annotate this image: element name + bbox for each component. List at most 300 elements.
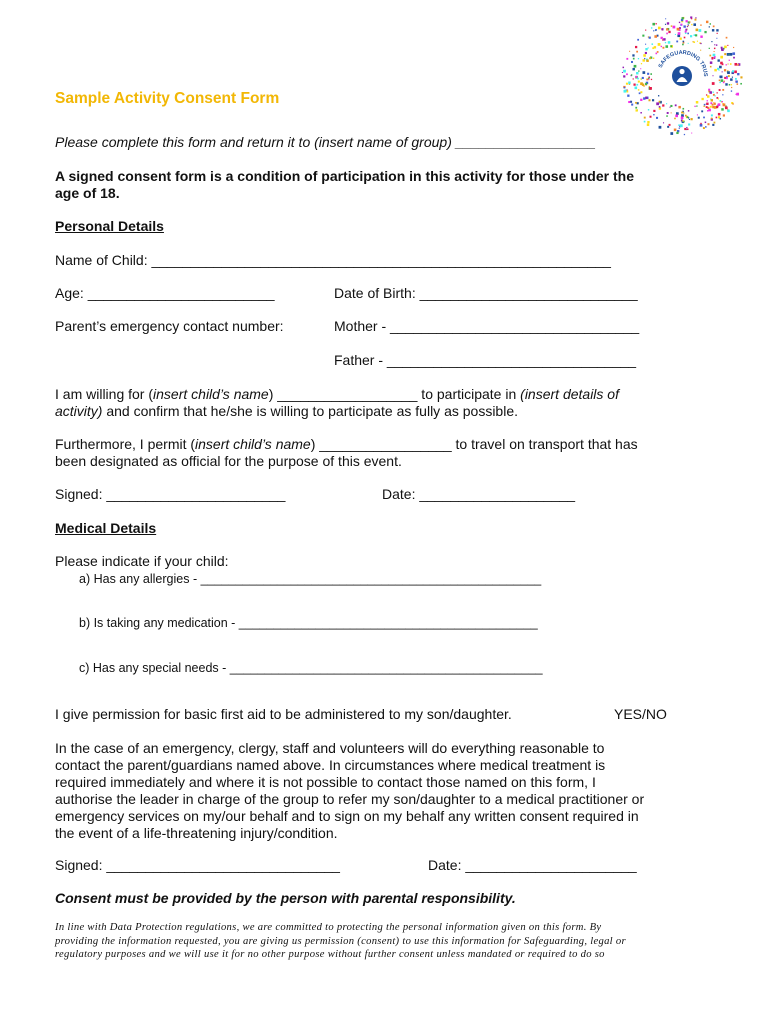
confetti-dot bbox=[657, 51, 659, 53]
confetti-dot bbox=[640, 112, 641, 113]
confetti-dot bbox=[712, 82, 715, 85]
confetti-dot bbox=[656, 102, 659, 105]
confetti-dot bbox=[661, 28, 663, 30]
confetti-dot bbox=[709, 91, 712, 94]
confetti-dot bbox=[659, 106, 661, 108]
condition-line-1: A signed consent form is a condition of participation in this activity for those under the bbox=[55, 168, 634, 184]
confetti-dot bbox=[628, 81, 630, 83]
personal-details-heading: Personal Details bbox=[55, 218, 164, 234]
confetti-dot bbox=[730, 78, 732, 80]
confetti-dot bbox=[685, 115, 687, 117]
confetti-dot bbox=[688, 24, 689, 25]
confetti-dot bbox=[666, 33, 668, 35]
confetti-dot bbox=[714, 58, 715, 59]
confetti-dot bbox=[640, 91, 642, 93]
confetti-dot bbox=[691, 133, 692, 134]
confetti-dot bbox=[722, 89, 724, 91]
confetti-dot bbox=[722, 71, 723, 72]
confetti-dot bbox=[667, 112, 669, 114]
confetti-dot bbox=[630, 101, 632, 103]
confetti-dot bbox=[731, 84, 732, 85]
confetti-dot bbox=[694, 106, 695, 107]
confetti-dot bbox=[680, 24, 682, 26]
confetti-dot bbox=[713, 54, 716, 57]
confetti-dot bbox=[721, 79, 724, 82]
confetti-dot bbox=[632, 54, 634, 56]
confetti-dot bbox=[710, 23, 711, 24]
logo-text: SAFEGUARDING TRUS bbox=[657, 49, 709, 77]
confetti-dot bbox=[668, 31, 670, 33]
confetti-dot bbox=[696, 29, 699, 32]
emergency-line-1: In the case of an emergency, clergy, staff and volunteers will do everything reasonable to bbox=[55, 740, 605, 756]
confetti-dot bbox=[631, 74, 632, 75]
confetti-dot bbox=[632, 68, 634, 70]
confetti-dot bbox=[646, 59, 649, 62]
confetti-dot bbox=[628, 101, 630, 103]
confetti-dot bbox=[687, 128, 689, 130]
confetti-dot bbox=[720, 62, 723, 65]
date-field-2[interactable]: Date: ______________________ bbox=[428, 857, 637, 873]
confetti-dot bbox=[665, 24, 666, 25]
transport-line-2: been designated as official for the purpose of this event. bbox=[55, 453, 402, 469]
medication-field[interactable]: b) Is taking any medication - ___________________________________________ bbox=[79, 616, 538, 630]
confetti-dot bbox=[720, 56, 723, 59]
confetti-dot bbox=[654, 35, 657, 38]
confetti-dot bbox=[724, 53, 726, 55]
confetti-dot bbox=[690, 35, 692, 37]
confetti-dot bbox=[638, 70, 639, 71]
confetti-dot bbox=[706, 106, 708, 108]
confetti-dot bbox=[637, 78, 639, 80]
confetti-dot bbox=[642, 77, 644, 79]
confetti-dot bbox=[730, 53, 733, 56]
confetti-dot bbox=[635, 87, 638, 90]
confetti-dot bbox=[685, 31, 687, 33]
confetti-dot bbox=[732, 70, 734, 72]
confetti-dot bbox=[661, 46, 662, 47]
mother-contact-field[interactable]: Mother - ________________________________ bbox=[334, 318, 640, 334]
confetti-dot bbox=[709, 55, 711, 57]
confetti-dot bbox=[714, 44, 715, 45]
confetti-dot bbox=[640, 82, 643, 85]
confetti-dot bbox=[681, 112, 683, 114]
confetti-dot bbox=[649, 87, 652, 90]
confetti-dot bbox=[665, 42, 666, 43]
confetti-dot bbox=[731, 90, 732, 91]
date-field-1[interactable]: Date: ____________________ bbox=[382, 486, 576, 502]
confetti-dot bbox=[683, 41, 685, 43]
confetti-dot bbox=[648, 79, 649, 80]
confetti-dot bbox=[711, 57, 713, 59]
confetti-dot bbox=[659, 107, 661, 109]
confetti-dot bbox=[732, 77, 733, 78]
confetti-dot bbox=[711, 114, 713, 116]
confetti-dot bbox=[733, 72, 734, 73]
confetti-dot bbox=[711, 118, 713, 120]
confetti-dot bbox=[638, 89, 639, 90]
confetti-dot bbox=[719, 89, 721, 91]
confetti-dot bbox=[722, 94, 723, 95]
footer-line-2: providing the information requested, you are giving us permission (consent) to use this information for Safeguarding, legal or bbox=[55, 935, 626, 947]
confetti-dot bbox=[667, 126, 669, 128]
confetti-dot bbox=[729, 84, 731, 86]
confetti-dot bbox=[705, 126, 707, 128]
confetti-dot bbox=[676, 41, 678, 43]
confetti-dot bbox=[716, 44, 717, 45]
confetti-dot bbox=[675, 115, 678, 118]
confetti-dot bbox=[645, 44, 646, 45]
form-title: Sample Activity Consent Form bbox=[55, 90, 280, 107]
medical-details-heading: Medical Details bbox=[55, 520, 157, 536]
confetti-dot bbox=[680, 38, 682, 40]
special-needs-field[interactable]: c) Has any special needs - _____________________________________________ bbox=[79, 661, 543, 675]
confetti-dot bbox=[697, 41, 698, 42]
confetti-dot bbox=[644, 58, 645, 59]
confetti-dot bbox=[716, 117, 718, 119]
confetti-dot bbox=[624, 87, 626, 89]
confetti-dot bbox=[740, 76, 742, 78]
confetti-dot bbox=[643, 97, 645, 99]
confetti-dot bbox=[626, 58, 628, 60]
confetti-dot bbox=[679, 128, 680, 129]
confetti-dot bbox=[641, 63, 642, 64]
confetti-dot bbox=[649, 37, 651, 39]
confetti-dot bbox=[671, 25, 672, 26]
confetti-dot bbox=[649, 86, 650, 87]
confetti-dot bbox=[693, 23, 696, 26]
confetti-dot bbox=[710, 61, 713, 64]
confetti-dot bbox=[729, 54, 730, 55]
confetti-dot bbox=[680, 124, 683, 127]
confetti-dot bbox=[655, 23, 656, 24]
age-field[interactable]: Age: ________________________ bbox=[55, 285, 275, 301]
confetti-dot bbox=[737, 73, 739, 75]
confetti-dot bbox=[698, 117, 700, 119]
confetti-dot bbox=[695, 17, 696, 18]
confetti-dot bbox=[727, 70, 728, 71]
confetti-dot bbox=[719, 80, 721, 82]
confetti-dot bbox=[712, 104, 714, 106]
confetti-dot bbox=[685, 32, 687, 34]
confetti-dot bbox=[655, 29, 657, 31]
confetti-dot bbox=[716, 106, 718, 108]
confetti-dot bbox=[700, 24, 701, 25]
confetti-dot bbox=[703, 117, 705, 119]
confetti-dot bbox=[733, 57, 735, 59]
confetti-dot bbox=[705, 122, 707, 124]
confetti-dot bbox=[737, 65, 738, 66]
confetti-dot bbox=[700, 43, 701, 44]
confetti-dot bbox=[682, 120, 684, 122]
footer-line-3: regulatory purposes and we will use it for no other purpose without further consent unless mandated or required to do so bbox=[55, 949, 605, 960]
confetti-dot bbox=[708, 109, 711, 112]
confetti-dot bbox=[678, 32, 681, 35]
confetti-dot bbox=[708, 89, 710, 91]
confetti-dot bbox=[686, 127, 687, 128]
confetti-dot bbox=[712, 124, 714, 126]
confetti-dot bbox=[656, 117, 658, 119]
confetti-dot bbox=[678, 124, 680, 126]
signed-field-1[interactable]: Signed: _______________________ bbox=[55, 486, 286, 502]
confetti-dot bbox=[635, 107, 637, 109]
confetti-dot bbox=[704, 31, 706, 33]
confetti-dot bbox=[658, 95, 659, 96]
confetti-dot bbox=[714, 69, 716, 71]
confetti-dot bbox=[701, 98, 703, 100]
confetti-dot bbox=[700, 124, 703, 127]
confetti-dot bbox=[634, 65, 637, 68]
confetti-dot bbox=[723, 103, 726, 106]
first-aid-permission: I give permission for basic first aid to be administered to my son/daughter. bbox=[55, 706, 512, 722]
confetti-dot bbox=[704, 106, 705, 107]
confetti-dot bbox=[696, 101, 699, 104]
confetti-dot bbox=[650, 73, 652, 75]
confetti-dot bbox=[716, 38, 717, 39]
confetti-dot bbox=[729, 60, 730, 61]
name-of-child-field[interactable]: Name of Child: ___________________________________________________________ bbox=[55, 252, 611, 268]
confetti-dot bbox=[709, 48, 710, 49]
confetti-dot bbox=[689, 21, 690, 22]
confetti-dot bbox=[724, 69, 726, 71]
willing-line-1: I am willing for (insert child’s name) __________________ to participate in (insert details of bbox=[55, 386, 619, 402]
confetti-dot bbox=[652, 43, 654, 45]
confetti-dot bbox=[633, 78, 634, 79]
confetti-dot bbox=[727, 71, 730, 74]
confetti-dot bbox=[658, 43, 661, 46]
confetti-dot bbox=[629, 51, 630, 52]
confetti-dot bbox=[650, 116, 652, 118]
confetti-dot bbox=[640, 68, 641, 69]
confetti-dot bbox=[627, 95, 629, 97]
parent-contact-label: Parent’s emergency contact number: bbox=[55, 318, 284, 334]
confetti-dot bbox=[651, 79, 652, 80]
confetti-dot bbox=[687, 33, 689, 35]
transport-line-1: Furthermore, I permit (insert child’s name) _________________ to travel on transport that has bbox=[55, 436, 638, 452]
yes-no-option[interactable]: YES/NO bbox=[614, 706, 667, 722]
confetti-dot bbox=[673, 26, 676, 29]
confetti-dot bbox=[712, 75, 713, 76]
confetti-dot bbox=[706, 21, 708, 23]
confetti-dot bbox=[681, 116, 684, 119]
confetti-dot bbox=[716, 29, 718, 31]
confetti-dot bbox=[732, 103, 733, 104]
confetti-dot bbox=[714, 103, 716, 105]
confetti-dot bbox=[700, 50, 701, 51]
confetti-dot bbox=[688, 43, 689, 44]
confetti-dot bbox=[726, 64, 727, 65]
confetti-dot bbox=[709, 26, 710, 27]
confetti-dot bbox=[727, 110, 730, 113]
allergies-field[interactable]: a) Has any allergies - _________________________________________________ bbox=[79, 572, 542, 586]
confetti-dot bbox=[635, 102, 637, 104]
confetti-dot bbox=[666, 28, 668, 30]
emergency-line-4: authorise the leader in charge of the group to refer my son/daughter to a medical practitioner or bbox=[55, 791, 645, 807]
confetti-dot bbox=[704, 104, 706, 106]
confetti-dot bbox=[694, 19, 696, 21]
confetti-dot bbox=[633, 84, 635, 86]
confetti-dot bbox=[713, 92, 714, 93]
confetti-dot bbox=[648, 99, 650, 101]
confetti-dot bbox=[645, 52, 647, 54]
confetti-dot bbox=[737, 83, 739, 85]
confetti-dot bbox=[723, 114, 725, 116]
confetti-dot bbox=[691, 18, 692, 19]
confetti-dot bbox=[720, 76, 723, 79]
person-icon bbox=[672, 66, 692, 86]
confetti-dot bbox=[718, 103, 721, 106]
confetti-dot bbox=[725, 83, 727, 85]
confetti-dot bbox=[663, 122, 664, 123]
confetti-dot bbox=[640, 99, 642, 101]
confetti-dot bbox=[670, 107, 671, 108]
confetti-dot bbox=[662, 47, 664, 49]
confetti-dot bbox=[701, 110, 703, 112]
confetti-dot bbox=[636, 72, 638, 74]
confetti-dot bbox=[648, 47, 649, 48]
father-contact-field[interactable]: Father - ________________________________ bbox=[334, 352, 637, 368]
confetti-dot bbox=[734, 70, 737, 73]
emergency-line-3: required immediately and where it is not possible to contact those named on this form, I bbox=[55, 774, 596, 790]
confetti-dot bbox=[714, 95, 715, 96]
confetti-dot bbox=[719, 66, 722, 69]
confetti-dot bbox=[735, 94, 736, 95]
confetti-dot bbox=[682, 17, 684, 19]
confetti-dot bbox=[653, 114, 654, 115]
confetti-dot bbox=[712, 29, 714, 31]
confetti-dot bbox=[714, 48, 715, 49]
confetti-dot bbox=[718, 59, 720, 61]
confetti-dot bbox=[636, 84, 638, 86]
confetti-dot bbox=[637, 102, 639, 104]
confetti-dot bbox=[670, 132, 673, 135]
confetti-dot bbox=[665, 18, 666, 19]
confetti-dot bbox=[726, 77, 728, 79]
confetti-dot bbox=[678, 106, 681, 109]
confetti-dot bbox=[676, 132, 678, 134]
confetti-dot bbox=[694, 34, 696, 36]
confetti-dot bbox=[711, 41, 712, 42]
medical-intro: Please indicate if your child: bbox=[55, 553, 229, 569]
confetti-dot bbox=[644, 117, 646, 119]
confetti-dot bbox=[721, 101, 722, 102]
confetti-dot bbox=[666, 115, 668, 117]
emergency-line-6: the event of a life-threatening injury/condition. bbox=[55, 825, 338, 841]
confetti-dot bbox=[626, 83, 628, 85]
confetti-dot bbox=[623, 67, 625, 69]
confetti-dot bbox=[688, 110, 689, 111]
confetti-dot bbox=[711, 99, 713, 101]
confetti-dot bbox=[736, 81, 738, 83]
confetti-dot bbox=[647, 124, 649, 126]
confetti-dot bbox=[686, 20, 688, 22]
confetti-dot bbox=[675, 104, 677, 106]
confetti-dot bbox=[713, 25, 715, 27]
confetti-dot bbox=[653, 30, 654, 31]
willing-line-2: activity) and confirm that he/she is willing to participate as fully as possible. bbox=[55, 403, 518, 419]
confetti-dot bbox=[665, 45, 668, 48]
consent-note: Consent must be provided by the person with parental responsibility. bbox=[55, 890, 516, 906]
confetti-dot bbox=[635, 76, 637, 78]
confetti-dot bbox=[623, 75, 625, 77]
confetti-dot bbox=[638, 58, 639, 59]
confetti-dot bbox=[707, 110, 708, 111]
confetti-dot bbox=[717, 68, 719, 70]
confetti-dot bbox=[653, 58, 654, 59]
confetti-dot bbox=[682, 44, 684, 46]
confetti-dot bbox=[718, 113, 721, 116]
confetti-dot bbox=[688, 117, 689, 118]
confetti-dot bbox=[707, 100, 708, 101]
confetti-dot bbox=[639, 92, 641, 94]
confetti-dot bbox=[636, 109, 638, 111]
confetti-dot bbox=[659, 101, 661, 103]
date-of-birth-field[interactable]: Date of Birth: ____________________________ bbox=[334, 285, 638, 301]
confetti-dot bbox=[731, 87, 732, 88]
confetti-dot bbox=[666, 103, 667, 104]
confetti-dot bbox=[635, 46, 637, 48]
emergency-line-5: emergency services on my/our behalf and to sign on my behalf any written consent required in bbox=[55, 808, 639, 824]
confetti-dot bbox=[663, 38, 665, 40]
confetti-dot bbox=[677, 28, 680, 31]
confetti-dot bbox=[623, 70, 626, 73]
confetti-dot bbox=[653, 110, 655, 112]
confetti-dot bbox=[646, 79, 648, 81]
confetti-dot bbox=[728, 75, 730, 77]
confetti-dot bbox=[700, 123, 701, 124]
confetti-dot bbox=[721, 108, 723, 110]
confetti-dot bbox=[703, 127, 705, 129]
confetti-dot bbox=[720, 118, 721, 119]
confetti-dot bbox=[706, 103, 708, 105]
confetti-dot bbox=[691, 24, 692, 25]
confetti-dot bbox=[740, 83, 742, 85]
confetti-dot bbox=[654, 46, 656, 48]
confetti-dot bbox=[642, 71, 645, 74]
confetti-dot bbox=[714, 51, 715, 52]
confetti-dot bbox=[707, 95, 709, 97]
confetti-dot bbox=[645, 48, 647, 50]
confetti-dot bbox=[674, 129, 677, 132]
return-instruction: Please complete this form and return it to (insert name of group) __________________ bbox=[55, 134, 596, 150]
confetti-dot bbox=[662, 104, 664, 106]
confetti-dot bbox=[652, 23, 655, 26]
confetti-dot bbox=[683, 112, 684, 113]
confetti-dot bbox=[667, 22, 669, 24]
confetti-dot bbox=[671, 112, 672, 113]
confetti-dot bbox=[670, 45, 672, 47]
confetti-dot bbox=[661, 37, 663, 39]
confetti-dot bbox=[732, 52, 735, 55]
signed-field-2[interactable]: Signed: ______________________________ bbox=[55, 857, 340, 873]
confetti-dot bbox=[700, 35, 702, 37]
confetti-dot bbox=[642, 35, 644, 37]
confetti-dot bbox=[644, 121, 646, 123]
confetti-dot bbox=[684, 134, 685, 135]
confetti-dot bbox=[674, 118, 676, 120]
confetti-dot bbox=[645, 30, 646, 31]
confetti-dot bbox=[689, 119, 690, 120]
confetti-dot bbox=[643, 59, 645, 61]
confetti-dot bbox=[735, 78, 737, 80]
confetti-dot bbox=[734, 63, 737, 66]
confetti-dot bbox=[710, 106, 712, 108]
confetti-dot bbox=[718, 98, 719, 99]
confetti-dot bbox=[659, 126, 662, 129]
confetti-dot bbox=[668, 41, 671, 44]
confetti-dot bbox=[669, 124, 671, 126]
confetti-dot bbox=[638, 81, 640, 83]
confetti-dot bbox=[721, 47, 723, 49]
